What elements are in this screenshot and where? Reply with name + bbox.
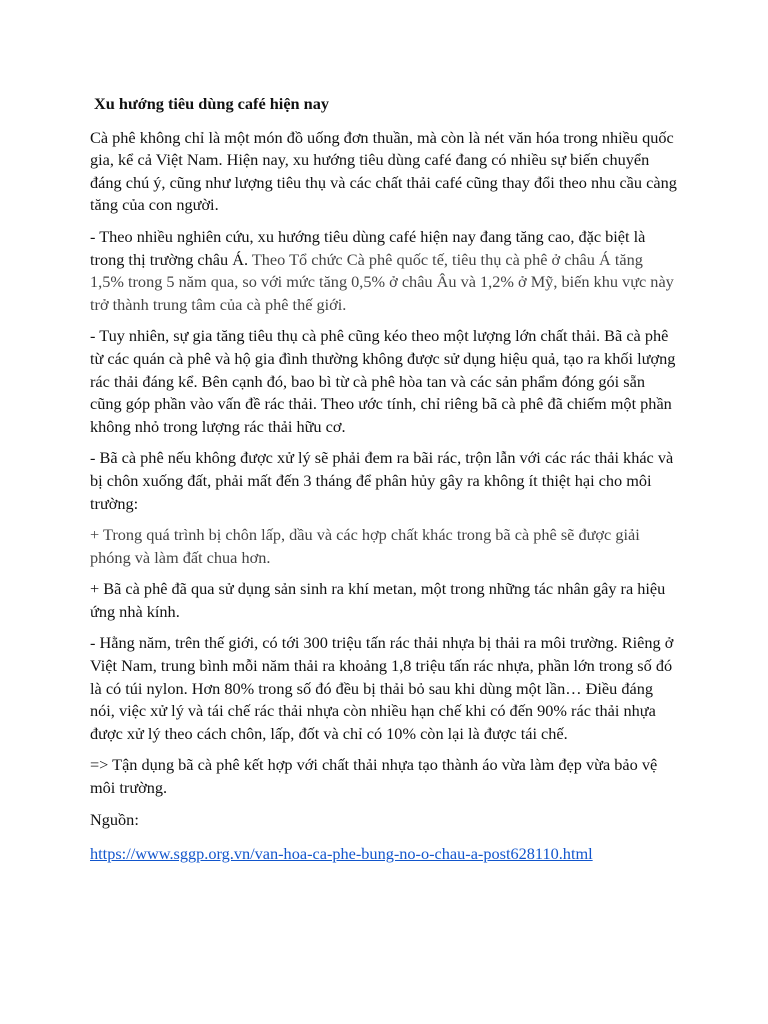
source-paragraph	[90, 843, 680, 866]
consumption-trend-text: - Theo nhiều nghiên cứu, xu hướng tiêu dùng café hiện nay đang tăng cao, đặc biệt là trong thị trường châu Á.	[90, 226, 646, 269]
paragraph-plastic-waste: - Hằng năm, trên thế giới, có tới 300 triệu tấn rác thải nhựa bị thải ra môi trường. Riêng ở Việt Nam, trung bình mỗi năm thải ra khoảng 1,8 triệu tấn rác nhựa, phần lớn trong số đó là có túi nylon. Hơn 80% trong số đó đều bị thải bỏ sau khi dùng một lần… Điều đáng nói, việc xử lý và tái chế rác thải nhựa còn nhiều hạn chế khi có đến 90% rác thải nhựa được xử lý theo cách chôn, lấp, đốt và chỉ có 10% còn lại là được tái chế.	[90, 633, 674, 743]
paragraph-consumption-trend	[90, 226, 680, 316]
document-title: Xu hướng tiêu dùng café hiện nay	[94, 94, 330, 113]
paragraph-coffee-grounds-landfill: - Bã cà phê nếu không được xử lý sẽ phải đem ra bãi rác, trộn lẫn với các rác thải khác và bị chôn xuống đất, phải mất đến 3 tháng để phân hủy gây ra không ít thiệt hại cho môi trường:	[90, 448, 674, 513]
paragraph-soil-acidification: + Trong quá trình bị chôn lấp, dầu và các hợp chất khác trong bã cà phê sẽ được giải phóng và làm đất chua hơn.	[90, 525, 640, 567]
source-link[interactable]: https://www.sggp.org.vn/van-hoa-ca-phe-bung-no-o-chau-a-post628110.html	[90, 844, 593, 864]
paragraph-waste-increase: - Tuy nhiên, sự gia tăng tiêu thụ cà phê cũng kéo theo một lượng lớn chất thải. Bã cà phê từ các quán cà phê và hộ gia đình thường không được sử dụng hiệu quả, tạo ra khối lượng rác thải đáng kể. Bên cạnh đó, bao bì từ cà phê hòa tan và các sản phẩm đóng gói sẵn cũng góp phần vào vấn đề rác thải. Theo ước tính, chỉ riêng bã cà phê đã chiếm một phần không nhỏ trong lượng rác thải hữu cơ.	[90, 326, 676, 436]
paragraph-methane: + Bã cà phê đã qua sử dụng sản sinh ra khí metan, một trong những tác nhân gây ra hiệu ứng nhà kính.	[90, 579, 666, 621]
document-body	[90, 93, 680, 875]
consumption-stats-text: Theo Tổ chức Cà phê quốc tế, tiêu thụ cà phê ở châu Á tăng 1,5% trong 5 năm qua, so với mức tăng 0,5% ở châu Âu và 1,2% ở Mỹ, biến khu vực này trở thành trung tâm của cà phê thế giới.	[90, 249, 674, 314]
paragraph-intro: Cà phê không chỉ là một món đồ uống đơn thuần, mà còn là nét văn hóa trong nhiều quốc gia, kể cả Việt Nam. Hiện nay, xu hướng tiêu dùng café đang có nhiều sự biến chuyển đáng chú ý, cũng như lượng tiêu thụ và các chất thải café cũng thay đổi theo nhu cầu càng tăng của con người.	[90, 127, 677, 215]
source-label: Nguồn:	[90, 809, 139, 829]
paragraph-conclusion: => Tận dụng bã cà phê kết hợp với chất thải nhựa tạo thành áo vừa làm đẹp vừa bảo vệ môi trường.	[90, 755, 658, 798]
